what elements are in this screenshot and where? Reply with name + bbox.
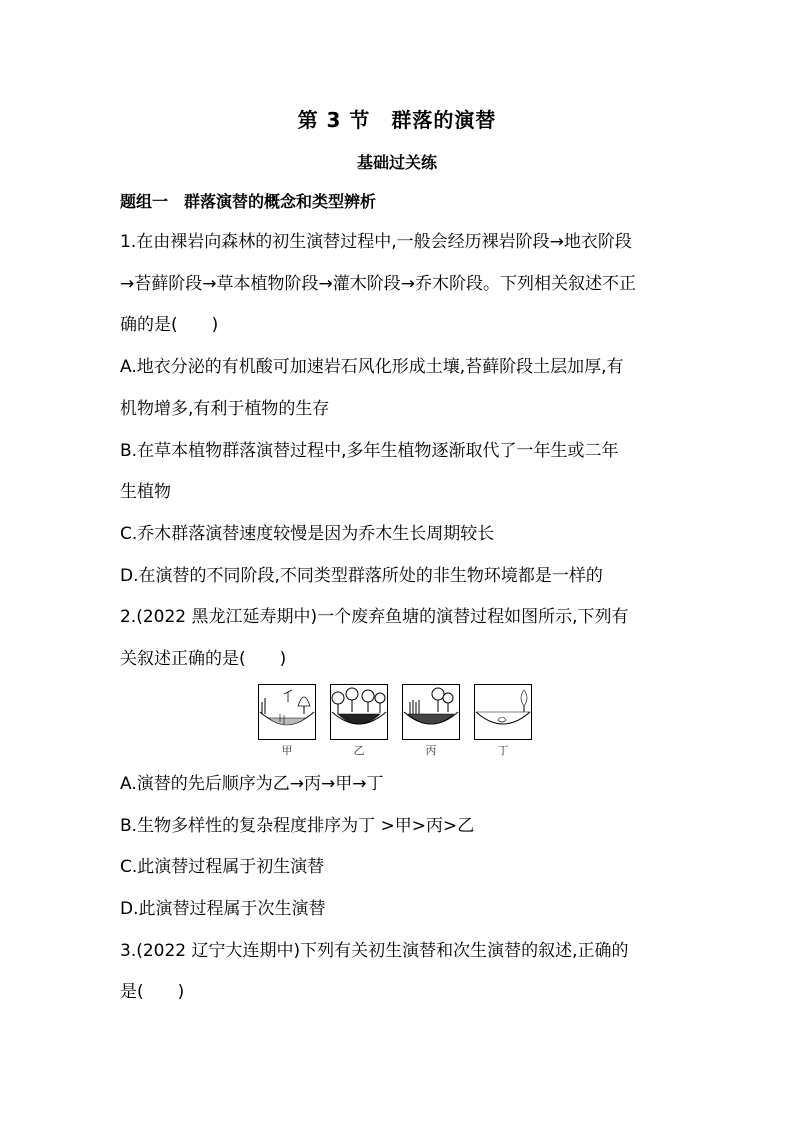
q1-option-b-line-1: B.在草本植物群落演替过程中,多年生植物逐渐取代了一年生或二年 <box>120 441 619 461</box>
subtitle: 基础过关练 <box>356 153 437 172</box>
q1-option-a-line-1: A.地衣分泌的有机酸可加速岩石风化形成土壤,苔藓阶段土层加厚,有 <box>120 357 624 377</box>
figure-label-ding: 丁 <box>497 744 509 757</box>
q1-stem-line-3: 确的是( ) <box>120 315 219 335</box>
figure-label-yi: 乙 <box>353 744 365 757</box>
figure-panel-ding <box>474 684 532 740</box>
figure-label-jia: 甲 <box>281 744 293 757</box>
figure-panel-bing <box>402 684 460 740</box>
q1-option-a-line-2: 机物增多,有利于植物的生存 <box>120 399 330 419</box>
section-title: 第 3 节 群落的演替 <box>297 108 497 132</box>
q3-stem-line-1: 3.(2022 辽宁大连期中)下列有关初生演替和次生演替的叙述,正确的 <box>120 941 629 961</box>
group-heading: 题组一 群落演替的概念和类型辨析 <box>120 192 377 211</box>
q2-stem-line-1: 2.(2022 黑龙江延寿期中)一个废弃鱼塘的演替过程如图所示,下列有 <box>120 607 629 627</box>
q1-option-d: D.在演替的不同阶段,不同类型群落所处的非生物环境都是一样的 <box>120 566 603 586</box>
q2-stem-line-2: 关叙述正确的是( ) <box>120 649 287 669</box>
q1-stem-line-1: 1.在由裸岩向森林的初生演替过程中,一般会经历裸岩阶段→地衣阶段 <box>120 232 632 252</box>
pond-ding-illustration <box>474 684 532 740</box>
q1-option-b-line-2: 生植物 <box>120 482 171 502</box>
figure-panel-yi <box>330 684 388 740</box>
figure-panel-jia <box>258 684 316 740</box>
q2-option-b: B.生物多样性的复杂程度排序为丁 >甲>丙>乙 <box>120 816 475 836</box>
q2-option-a: A.演替的先后顺序为乙→丙→甲→丁 <box>120 774 384 794</box>
q1-option-c: C.乔木群落演替速度较慢是因为乔木生长周期较长 <box>120 524 495 544</box>
q3-stem-line-2: 是( ) <box>120 982 185 1002</box>
q2-option-d: D.此演替过程属于次生演替 <box>120 899 326 919</box>
q1-stem-line-2: →苔藓阶段→草本植物阶段→灌木阶段→乔木阶段。下列相关叙述不正 <box>120 274 636 294</box>
figure-label-bing: 丙 <box>425 744 437 757</box>
q2-option-c: C.此演替过程属于初生演替 <box>120 857 325 877</box>
pond-succession-figure <box>258 684 536 758</box>
pond-jia-illustration <box>258 684 316 740</box>
pond-yi-illustration <box>330 684 388 740</box>
pond-bing-illustration <box>402 684 460 740</box>
